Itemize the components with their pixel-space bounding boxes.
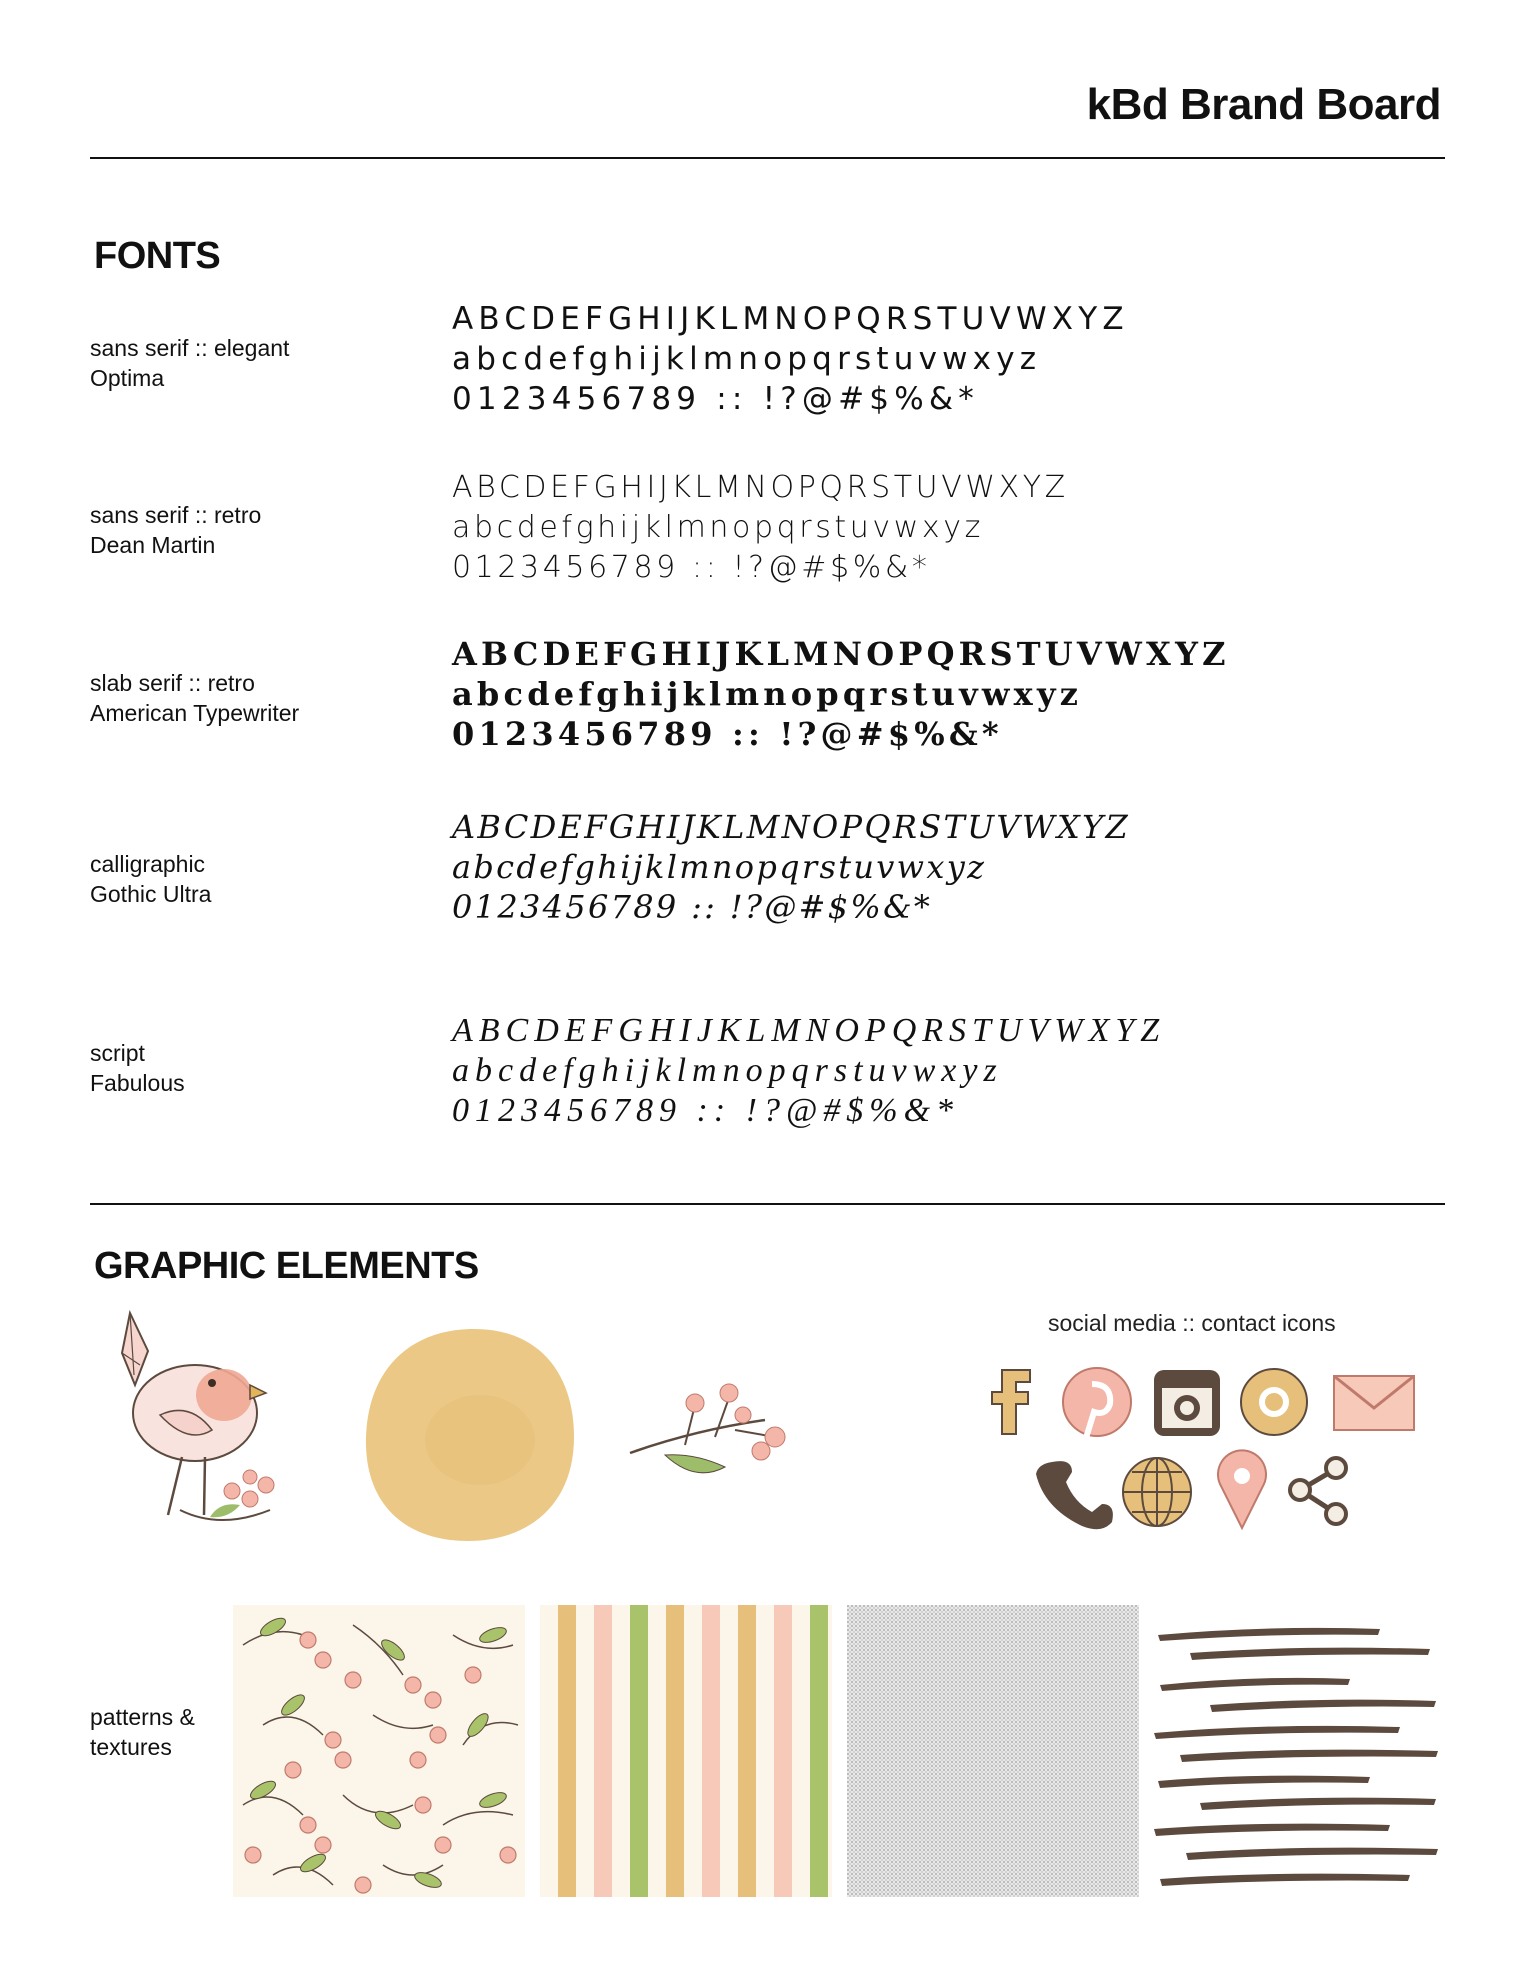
sample-lowercase: abcdefghijklmnopqrstuvwxyz bbox=[452, 341, 1042, 377]
instagram-icon[interactable] bbox=[1154, 1370, 1220, 1436]
facebook-icon[interactable] bbox=[992, 1370, 1030, 1434]
font-sample-gothic-ultra bbox=[452, 800, 1131, 926]
font-label-dean-martin bbox=[90, 500, 261, 560]
font-label-optima bbox=[90, 333, 289, 393]
sample-symbols: 0123456789 :: !?@#$%&* bbox=[452, 381, 979, 417]
fonts-heading: FONTS bbox=[94, 235, 221, 277]
globe-icon[interactable] bbox=[1123, 1458, 1191, 1526]
location-pin-icon[interactable] bbox=[1218, 1450, 1266, 1528]
sample-symbols: 0123456789 :: !?@#$%&* bbox=[452, 1092, 960, 1129]
section-divider bbox=[90, 1203, 1445, 1205]
patterns-label-line2: textures bbox=[90, 1734, 172, 1760]
font-label-american-typewriter bbox=[90, 668, 299, 728]
sample-uppercase: ABCDEFGHIJKLMNOPQRSTUVWXYZ bbox=[452, 301, 1129, 337]
pinterest-icon[interactable] bbox=[1063, 1368, 1131, 1438]
sample-lowercase: abcdefghijklmnopqrstuvwxyz bbox=[452, 848, 987, 886]
brush-stroke-texture-tile bbox=[1150, 1605, 1442, 1897]
patterns-label-line1: patterns & bbox=[90, 1704, 195, 1730]
font-sample-fabulous bbox=[452, 1000, 1166, 1129]
sample-uppercase: ABCDEFGHIJKLMNOPQRSTUVWXYZ bbox=[452, 1012, 1166, 1049]
sample-symbols: 0123456789 :: !?@#$%&* bbox=[452, 888, 933, 926]
font-name: Fabulous bbox=[90, 1070, 185, 1096]
font-name: Dean Martin bbox=[90, 532, 216, 558]
font-sample-american-typewriter bbox=[452, 634, 1230, 754]
sample-symbols: 0123456789 :: !?@#$%&* bbox=[452, 715, 1003, 753]
linen-texture-svg bbox=[847, 1605, 1139, 1897]
patterns-label bbox=[90, 1702, 195, 1762]
font-category: slab serif :: retro bbox=[90, 670, 255, 696]
sample-lowercase: abcdefghijklmnopqrstuvwxyz bbox=[452, 510, 984, 545]
page-title: kBd Brand Board bbox=[1086, 80, 1441, 129]
font-name: Gothic Ultra bbox=[90, 881, 212, 907]
font-sample-optima bbox=[452, 299, 1129, 419]
email-at-icon[interactable] bbox=[1241, 1369, 1307, 1435]
mustard-paint-blob bbox=[360, 1325, 578, 1545]
font-name: Optima bbox=[90, 365, 165, 391]
berry-branch-illustration bbox=[625, 1375, 795, 1495]
brush-stroke-svg bbox=[1150, 1605, 1442, 1897]
stripe-pattern-tile bbox=[540, 1605, 832, 1897]
social-icons-caption: social media :: contact icons bbox=[1048, 1310, 1336, 1336]
share-icon[interactable] bbox=[1290, 1458, 1346, 1524]
font-label-gothic-ultra bbox=[90, 849, 211, 909]
sample-lowercase: abcdefghijklmnopqrstuvwxyz bbox=[452, 1052, 1003, 1089]
font-category: calligraphic bbox=[90, 851, 206, 877]
font-name: American Typewriter bbox=[90, 700, 300, 726]
berry-pattern-tile bbox=[233, 1605, 525, 1897]
header-divider bbox=[90, 157, 1445, 159]
linen-texture-tile bbox=[847, 1605, 1139, 1897]
font-category: sans serif :: retro bbox=[90, 502, 262, 528]
graphic-elements-heading: GRAPHIC ELEMENTS bbox=[94, 1245, 479, 1287]
stripe-pattern-svg bbox=[540, 1605, 832, 1897]
sample-uppercase: ABCDEFGHIJKLMNOPQRSTUVWXYZ bbox=[452, 635, 1230, 673]
font-sample-dean-martin bbox=[452, 467, 1069, 587]
sample-lowercase: abcdefghijklmnopqrstuvwxyz bbox=[452, 675, 1083, 713]
berry-pattern-svg bbox=[233, 1605, 525, 1897]
social-icons-set bbox=[982, 1362, 1422, 1532]
font-label-fabulous bbox=[90, 1038, 185, 1098]
font-category: script bbox=[90, 1040, 145, 1066]
font-category: sans serif :: elegant bbox=[90, 335, 290, 361]
sample-symbols: 0123456789 :: !?@#$%&* bbox=[452, 550, 931, 585]
sample-uppercase: ABCDEFGHIJKLMNOPQRSTUVWXYZ bbox=[452, 470, 1069, 505]
sample-uppercase: ABCDEFGHIJKLMNOPQRSTUVWXYZ bbox=[452, 808, 1131, 846]
envelope-icon[interactable] bbox=[1334, 1376, 1414, 1430]
phone-icon[interactable] bbox=[1036, 1461, 1113, 1529]
robin-bird-illustration bbox=[100, 1305, 280, 1550]
